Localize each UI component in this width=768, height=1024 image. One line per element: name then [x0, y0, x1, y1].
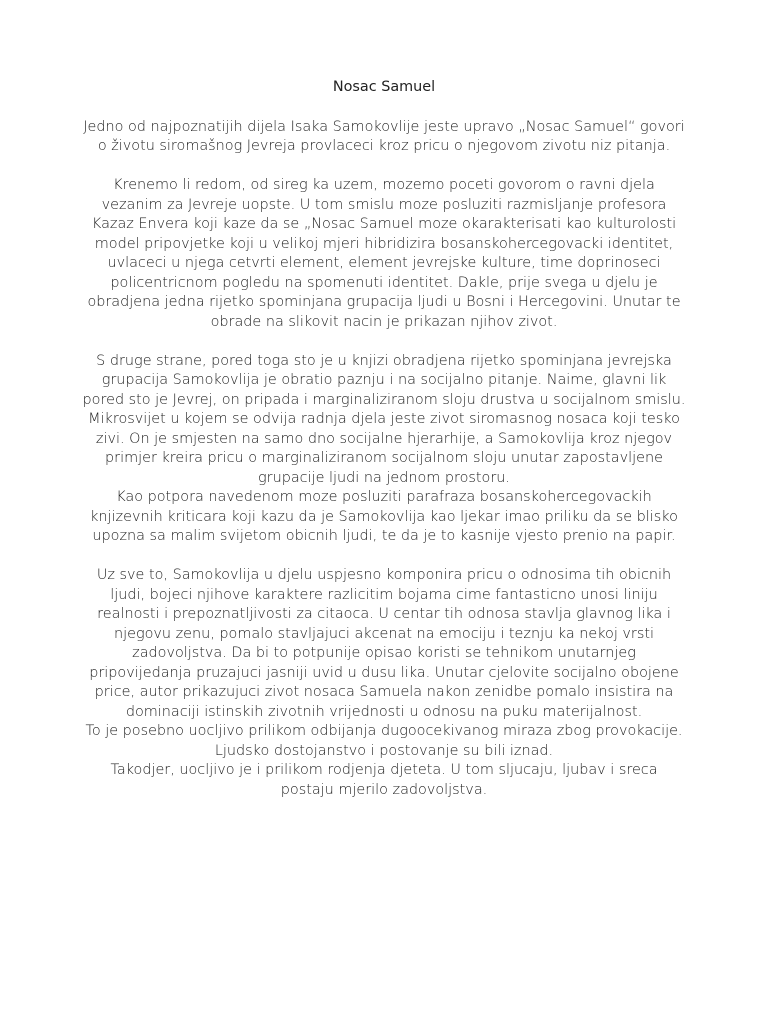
paragraph-jewish-context: Krenemo li redom, od sireg ka uzem, mozemo poceti govorom o ravni djela vezanim za Jevreje uopste. U tom smislu moze posluziti razmisljanje profesora Kazaz Envera koji kaze da se „Nosac Samuel moze okarakterisati kao kulturolosti model pripovjetke koji u velikoj mjeri hibridizira bosanskohercegovacki identitet, uvlaceci u njega cetvrti element, element jevrejske kulture, time doprinoseci policentricnom pogledu na spomenuti identitet. Dakle, prije svega u djelu je obradjena jedna rijetko spominjana grupacija ljudi u Bosni i Hercegovini. Unutar te obrade na slikovit nacin je prikazan njihov zivot.: [87, 177, 681, 330]
paragraph-critics: Kao potpora navedenom moze posluziti parafraza bosanskohercegovackih knjizevnih kriticara koji kazu da je Samokovlija kao ljekar imao priliku da se blisko upozna sa malim svijetom obicnih ljudi, te da je to kasnije vjesto prenio na papir.: [90, 489, 678, 544]
paragraph-intro: Jedno od najpoznatijih dijela Isaka Samokovlije jeste upravo „Nosac Samuel“ govori o životu siromašnog Jevreja provlaceci kroz pricu o njegovom zivotu niz pitanja.: [83, 118, 685, 154]
document-title: Nosac Samuel: [332, 79, 436, 95]
paragraph-spacer: [82, 547, 686, 567]
paragraph-spacer: [82, 332, 686, 352]
paragraph-child-birth: Takodjer, uocljivo je i prilikom rodjenja djeteta. U tom sljucaju, ljubav i sreca postaju mjerilo zadovoljstva.: [110, 762, 658, 798]
document-page: [82, 78, 686, 800]
paragraph-spacer: [82, 157, 686, 177]
paragraph-dowry: To je posebno uocljivo prilikom odbijanja dugoocekivanog miraza zbog provokacije. Ljudsko dostojanstvo i postovanje su bili iznad.: [85, 723, 683, 759]
paragraph-social-question: S druge strane, pored toga sto je u knjizi obradjena rijetko spominjana jevrejska grupacija Samokovlija je obratio paznju i na socijalno pitanje. Naime, glavni lik pored sto je Jevrej, on pripada i marginaliziranom sloju drustva u socijalnom smislu. Mikrosvijet u kojem se odvija radnja djela jeste zivot siromasnog nosaca koji tesko zivi. On je smjesten na samo dno socijalne hjerarhije, a Samokovlija kroz njegov primjer kreira pricu o marginaliziranom socijalnom sloju unutar zapostavljene grupacije ljudi na jednom prostoru.: [82, 352, 686, 486]
paragraph-relationships: Uz sve to, Samokovlija u djelu uspjesno komponira pricu o odnosima tih obicnih ljudi, bojeci njihove karaktere razlicitim bojama cime fantasticno unosi liniju realnosti i prepoznatljivosti za citaoca. U centar tih odnosa stavlja glavnog lika i njegovu zenu, pomalo stavljajuci akcenat na emociju i teznju ka nekoj vrsti zadovoljstva. Da bi to potpunije opisao koristi se tehnikom unutarnjeg pripovijedanja pruzajuci jasniji uvid u dusu lika. Unutar cjelovite socijalno obojene price, autor prikazujuci zivot nosaca Samuela nakon zenidbe pomalo insistira na dominaciji istinskih zivotnih vrijednosti u odnosu na puku materijalnost.: [89, 567, 679, 720]
